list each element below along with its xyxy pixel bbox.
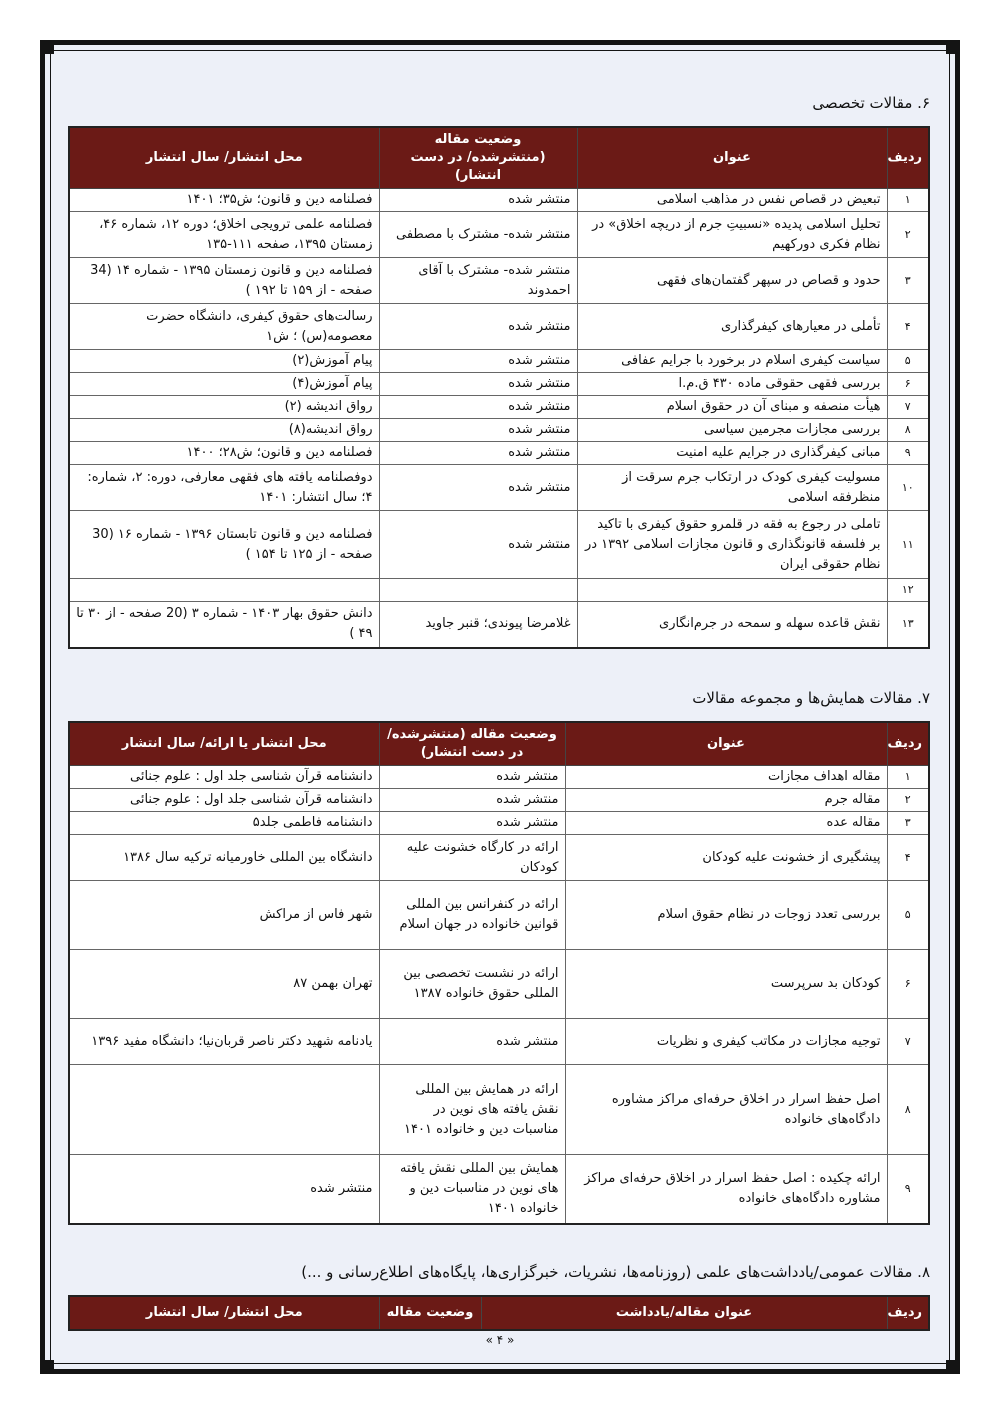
row-title: مسولیت کیفری کودک در ارتکاب جرم سرقت از منظرفقه اسلامی <box>577 465 887 511</box>
row-title: بررسی فقهی حقوقی ماده ۴۳۰ ق.م.ا <box>577 373 887 396</box>
section6-title: ۶. مقالات تخصصی <box>812 94 930 112</box>
header-status <box>379 127 577 189</box>
row-venue: رسالت‌های حقوق کیفری، دانشگاه حضرت معصومه(س) ؛ ش۱ <box>69 304 379 350</box>
row-status: منتشر شده <box>379 304 577 350</box>
table-row <box>69 396 929 419</box>
row-status: منتشر شده- مشترک با مصطفی <box>379 212 577 258</box>
row-title: مقاله عده <box>565 812 887 835</box>
row-num: ۱۰ <box>887 465 929 511</box>
row-status <box>379 579 577 602</box>
row-num: ۸ <box>887 419 929 442</box>
row-title: مقاله اهداف مجازات <box>565 766 887 789</box>
row-title: هیأت منصفه و مبنای آن در حقوق اسلام <box>577 396 887 419</box>
section8-title: ۸. مقالات عمومی/یادداشت‌های علمی (روزنامه‌ها، نشریات، خبرگزاری‌ها، پایگاه‌های اطلاع‌رسانی و ...) <box>301 1262 930 1281</box>
header-status <box>379 722 565 766</box>
row-num: ۱۳ <box>887 602 929 648</box>
table-row <box>69 258 929 304</box>
table-header-row <box>69 722 929 766</box>
row-title: بررسی مجازات مجرمین سیاسی <box>577 419 887 442</box>
section8-table <box>68 1295 930 1331</box>
row-status: منتشر شده <box>379 373 577 396</box>
row-status: منتشر شده <box>379 442 577 465</box>
row-num: ۹ <box>887 1155 929 1224</box>
row-venue <box>69 1065 379 1155</box>
row-status: منتشر شده <box>379 189 577 212</box>
page-content <box>70 80 930 1331</box>
table-row <box>69 1019 929 1065</box>
row-title: سیاست کیفری اسلام در برخورد با جرایم عفافی <box>577 350 887 373</box>
table-row <box>69 835 929 881</box>
row-venue <box>69 579 379 602</box>
row-status: منتشر شده <box>379 419 577 442</box>
row-num: ۹ <box>887 442 929 465</box>
table-row <box>69 442 929 465</box>
header-status-line2: در دست انتشار) <box>420 744 524 760</box>
table-row <box>69 465 929 511</box>
row-venue: شهر فاس از مراکش <box>69 881 379 950</box>
row-venue: دانش حقوق بهار ۱۴۰۳ - شماره ۳ (20 صفحه - از ۳۰ تا ۴۹ ) <box>69 602 379 648</box>
row-num: ۲ <box>887 212 929 258</box>
header-status-line2: (منتشرشده/ در دست انتشار) <box>410 150 546 183</box>
header-status: وضعیت مقاله <box>379 1296 481 1330</box>
section7-table <box>68 721 930 1225</box>
table-row <box>69 766 929 789</box>
row-num: ۶ <box>887 373 929 396</box>
header-num: ردیف <box>887 1296 929 1330</box>
section6-table <box>68 126 930 649</box>
row-num: ۱ <box>887 189 929 212</box>
header-venue: محل انتشار/ سال انتشار <box>69 127 379 189</box>
row-title <box>577 579 887 602</box>
table-row <box>69 419 929 442</box>
frame-corner <box>40 1360 54 1374</box>
row-num: ۱ <box>887 766 929 789</box>
row-num: ۶ <box>887 950 929 1019</box>
header-num: ردیف <box>887 127 929 189</box>
row-title: مقاله جرم <box>565 789 887 812</box>
row-num: ۳ <box>887 258 929 304</box>
row-status: منتشر شده <box>379 465 577 511</box>
row-venue: دانشنامه قرآن شناسی جلد اول : علوم جنائی <box>69 766 379 789</box>
table-row <box>69 373 929 396</box>
row-num: ۵ <box>887 350 929 373</box>
table-row <box>69 189 929 212</box>
row-status: ارائه در کارگاه خشونت علیه کودکان <box>379 835 565 881</box>
row-status: منتشر شده <box>379 789 565 812</box>
page-number: « ۴ » <box>485 1333 515 1347</box>
row-venue: رواق اندیشه(۸) <box>69 419 379 442</box>
row-title: بررسی تعدد زوجات در نظام حقوق اسلام <box>565 881 887 950</box>
header-title: عنوان <box>565 722 887 766</box>
row-venue: فصلنامه دین و قانون تابستان ۱۳۹۶ - شماره ۱۶ (30 صفحه - از ۱۲۵ تا ۱۵۴ ) <box>69 511 379 579</box>
row-status: ارائه در همایش بین المللی نقش یافته های نوین در مناسبات دین و خانواده ۱۴۰۱ <box>379 1065 565 1155</box>
row-title: نقش قاعده سهله و سمحه در جرم‌انگاری <box>577 602 887 648</box>
row-status: منتشر شده <box>379 1019 565 1065</box>
table-row <box>69 1155 929 1224</box>
row-num: ۱۱ <box>887 511 929 579</box>
row-status: منتشر شده <box>379 511 577 579</box>
row-title: تبعیض در قصاص نفس در مذاهب اسلامی <box>577 189 887 212</box>
row-status: ارائه در کنفرانس بین المللی قوانین خانواده در جهان اسلام <box>379 881 565 950</box>
row-venue: فصلنامه دین و قانون زمستان ۱۳۹۵ - شماره ۱۴ (34 صفحه - از ۱۵۹ تا ۱۹۲ ) <box>69 258 379 304</box>
row-venue: رواق اندیشه (۲) <box>69 396 379 419</box>
row-title: ارائه چکیده : اصل حفظ اسرار در اخلاق حرفه‌ای مراکز مشاوره دادگاه‌های خانواده <box>565 1155 887 1224</box>
row-num: ۸ <box>887 1065 929 1155</box>
row-title: پیشگیری از خشونت علیه کودکان <box>565 835 887 881</box>
row-num: ۴ <box>887 304 929 350</box>
table-row <box>69 511 929 579</box>
table-row <box>69 1065 929 1155</box>
row-num: ۲ <box>887 789 929 812</box>
table-row <box>69 212 929 258</box>
header-venue: محل انتشار/ سال انتشار <box>69 1296 379 1330</box>
table-row <box>69 304 929 350</box>
frame-corner <box>946 40 960 54</box>
row-venue: فصلنامه دین و قانون؛ ش۲۸؛ ۱۴۰۰ <box>69 442 379 465</box>
frame-corner <box>946 1360 960 1374</box>
row-num: ۷ <box>887 1019 929 1065</box>
row-title: حدود و قصاص در سپهر گفتمان‌های فقهی <box>577 258 887 304</box>
row-num: ۷ <box>887 396 929 419</box>
table-row <box>69 789 929 812</box>
row-title: توجیه مجازات در مکاتب کیفری و نظریات <box>565 1019 887 1065</box>
row-status: منتشر شده <box>379 350 577 373</box>
row-num: ۴ <box>887 835 929 881</box>
table-header-row <box>69 127 929 189</box>
row-venue: پیام آموزش(۲) <box>69 350 379 373</box>
table-row <box>69 602 929 648</box>
row-status: منتشر شده- مشترک با آقای احمدوند <box>379 258 577 304</box>
row-num: ۵ <box>887 881 929 950</box>
row-title: کودکان بد سرپرست <box>565 950 887 1019</box>
row-title: تحلیل اسلامی پدیده «نسبیتِ جرم از دریچه اخلاق» در نظام فکری دورکهیم <box>577 212 887 258</box>
row-title: اصل حفظ اسرار در اخلاق حرفه‌ای مراکز مشاوره دادگاه‌های خانواده <box>565 1065 887 1155</box>
header-venue: محل انتشار یا ارائه/ سال انتشار <box>69 722 379 766</box>
row-status: منتشر شده <box>379 766 565 789</box>
row-num: ۱۲ <box>887 579 929 602</box>
section7-title: ۷. مقالات همایش‌ها و مجموعه مقالات <box>692 688 930 707</box>
row-venue: دانشنامه فاطمی جلد۵ <box>69 812 379 835</box>
row-venue: منتشر شده <box>69 1155 379 1224</box>
row-num: ۳ <box>887 812 929 835</box>
row-status: همایش بین المللی نقش یافته های نوین در مناسبات دین و خانواده ۱۴۰۱ <box>379 1155 565 1224</box>
header-status-line1: وضعیت مقاله (منتشرشده/ <box>387 726 557 742</box>
row-status: غلامرضا پیوندی؛ قنبر جاوید <box>379 602 577 648</box>
row-status: ارائه در نشست تخصصی بین المللی حقوق خانواده ۱۳۸۷ <box>379 950 565 1019</box>
header-title: عنوان مقاله/یادداشت <box>481 1296 887 1330</box>
row-venue: دانشنامه قرآن شناسی جلد اول : علوم جنائی <box>69 789 379 812</box>
row-title: مبانی کیفرگذاری در جرایم علیه امنیت <box>577 442 887 465</box>
table-header-row <box>69 1296 929 1330</box>
table-row <box>69 881 929 950</box>
table-row <box>69 579 929 602</box>
header-title: عنوان <box>577 127 887 189</box>
table-row <box>69 812 929 835</box>
table-row <box>69 950 929 1019</box>
row-venue: دانشگاه بین المللی خاورمیانه ترکیه سال ۱۳۸۶ <box>69 835 379 881</box>
row-status: منتشر شده <box>379 812 565 835</box>
frame-corner <box>40 40 54 54</box>
row-venue: پیام آموزش(۴) <box>69 373 379 396</box>
row-title: تأملی در معیارهای کیفرگذاری <box>577 304 887 350</box>
row-venue: فصلنامه علمی ترویجی اخلاق؛ دوره ۱۲، شماره ۴۶، زمستان ۱۳۹۵، صفحه ۱۱۱-۱۳۵ <box>69 212 379 258</box>
row-status: منتشر شده <box>379 396 577 419</box>
header-num: ردیف <box>887 722 929 766</box>
header-status-line1: وضعیت مقاله <box>434 132 522 147</box>
table-row <box>69 350 929 373</box>
row-venue: تهران بهمن ۸۷ <box>69 950 379 1019</box>
row-venue: یادنامه شهید دکتر ناصر قربان‌نیا؛ دانشگاه مفید ۱۳۹۶ <box>69 1019 379 1065</box>
row-venue: فصلنامه دین و قانون؛ ش۳۵؛ ۱۴۰۱ <box>69 189 379 212</box>
row-venue: دوفصلنامه یافته های فقهی معارفی، دوره: ۲، شماره: ۴؛ سال انتشار: ۱۴۰۱ <box>69 465 379 511</box>
row-title: تاملی در رجوع به فقه در قلمرو حقوق کیفری با تاکید بر فلسفه قانونگذاری و قانون مجازات اسلامی ۱۳۹۲ در نظام حقوقی ایران <box>577 511 887 579</box>
